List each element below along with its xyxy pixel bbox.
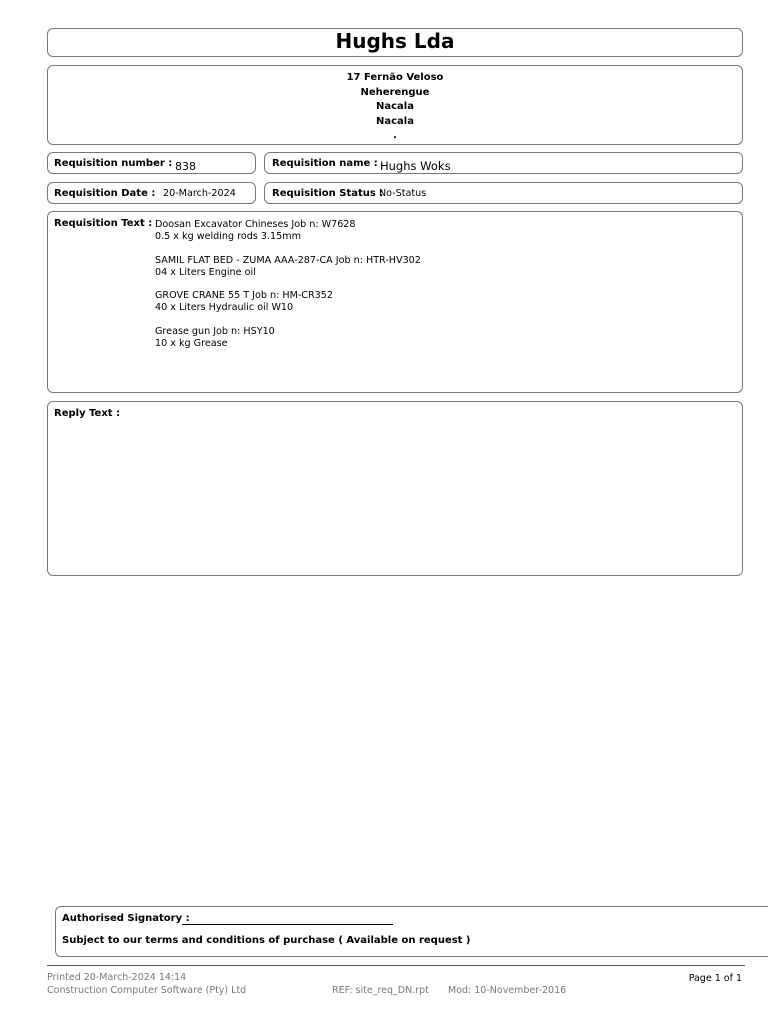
requisition-text-box — [47, 211, 743, 393]
requisition-text-line — [155, 314, 421, 326]
requisition-status-box — [264, 182, 743, 204]
requisition-date-value: 20-March-2024 — [163, 188, 236, 199]
address-line-1: 17 Fernão Veloso — [346, 72, 444, 83]
requisition-text-line: Grease gun Job n: HSY10 — [155, 326, 275, 338]
company-name: Hughs Lda — [335, 29, 455, 53]
requisition-number-label: Requisition number : — [54, 158, 173, 169]
requisition-text-line: GROVE CRANE 55 T Job n: HM-CR352 — [155, 290, 333, 302]
requisition-text-line: 04 x Liters Engine oil — [155, 266, 256, 278]
footer-company: Construction Computer Software (Pty) Ltd — [47, 985, 247, 996]
footer-mod: Mod: 10-November-2016 — [448, 985, 567, 996]
requisition-status-value: No-Status — [379, 188, 427, 199]
requisition-text-line: Doosan Excavator Chineses Job n: W7628 — [155, 219, 356, 230]
requisition-number-value: 838 — [175, 160, 196, 173]
requisition-text-line — [155, 243, 421, 255]
address-line-3: Nacala — [376, 101, 414, 113]
requisition-date-box — [47, 182, 256, 204]
address-line-5: . — [393, 130, 397, 142]
authorised-signatory-label: Authorised Signatory : — [62, 913, 190, 924]
reply-text-label: Reply Text : — [54, 408, 121, 419]
footer-page-number: Page 1 of 1 — [688, 973, 742, 984]
footer-divider — [47, 965, 745, 966]
footer-ref: REF: site_req_DN.rpt — [332, 985, 429, 996]
requisition-text-line: 0.5 x kg welding rods 3.15mm — [155, 230, 301, 242]
reply-text-box — [47, 401, 743, 576]
terms-text: Subject to our terms and conditions of purchase ( Available on request ) — [62, 935, 471, 946]
address-line-2: Neherengue — [360, 86, 430, 98]
company-header — [47, 28, 743, 57]
address-lines — [48, 71, 742, 144]
footer-printed: Printed 20-March-2024 14:14 — [47, 972, 187, 983]
requisition-text-line: SAMIL FLAT BED - ZUMA AAA-287-CA Job n: HTR-HV302 — [155, 254, 421, 266]
requisition-text-label: Requisition Text : — [54, 218, 153, 229]
requisition-text-line — [155, 278, 421, 290]
signature-line — [182, 924, 393, 925]
requisition-name-label: Requisition name : — [272, 158, 378, 169]
requisition-text-body — [155, 219, 421, 350]
requisition-number-box — [47, 152, 256, 174]
requisition-name-value: Hughs Woks — [380, 159, 451, 173]
signature-box — [55, 906, 768, 957]
requisition-status-label: Requisition Status : — [272, 188, 384, 199]
address-block — [47, 65, 743, 145]
requisition-text-line: 10 x kg Grease — [155, 337, 228, 349]
requisition-date-label: Requisition Date : — [54, 188, 156, 199]
address-line-4: Nacala — [376, 115, 414, 127]
requisition-name-box — [264, 152, 743, 174]
requisition-text-line: 40 x Liters Hydraulic oil W10 — [155, 302, 294, 314]
